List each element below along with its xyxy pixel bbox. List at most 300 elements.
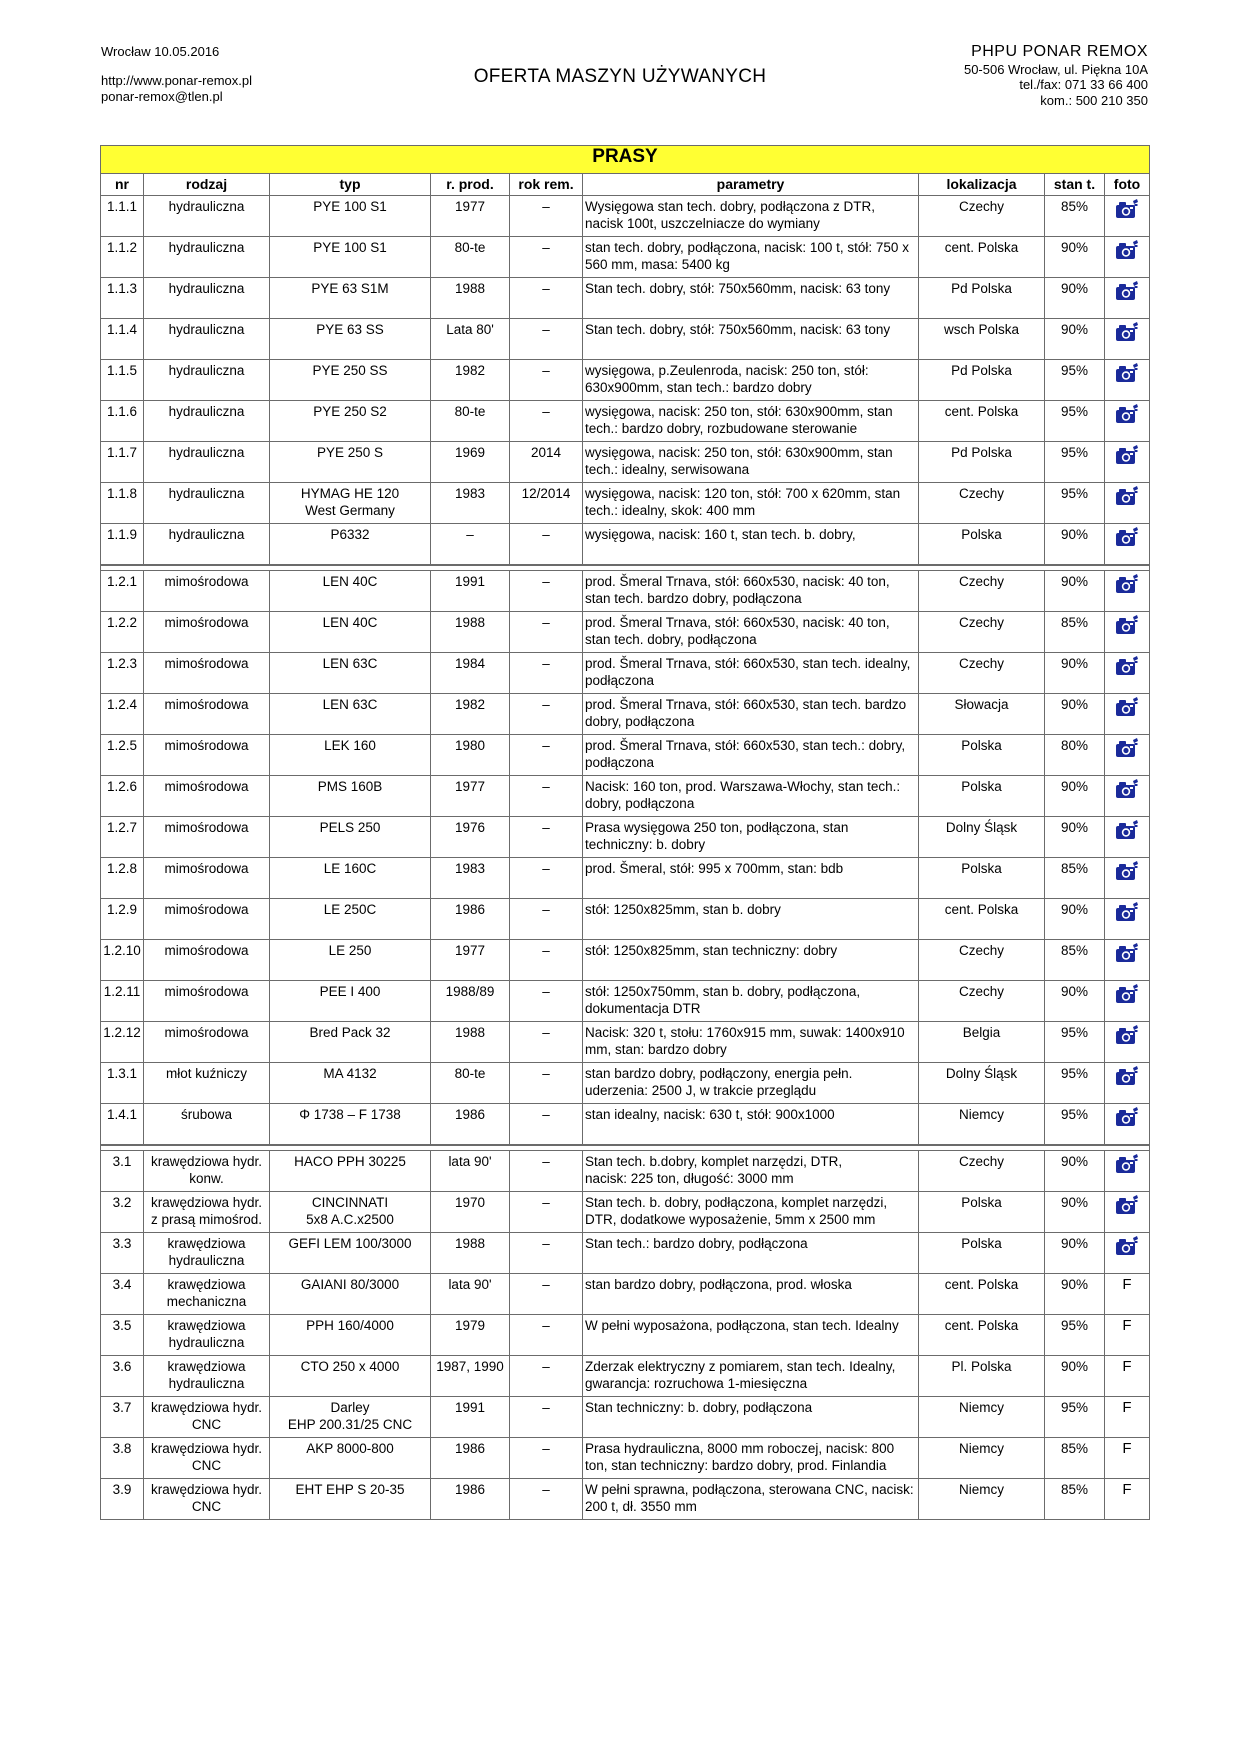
cell-nr: 1.2.9 [101,899,144,940]
cell-rprod: 1988/89 [431,981,510,1022]
cell-rokrem: – [510,817,583,858]
cell-nr: 1.1.6 [101,401,144,442]
cell-lokalizacja: cent. Polska [919,237,1045,278]
cell-rodzaj: mimośrodowa [144,899,270,940]
cell-stan: 95% [1045,1397,1105,1438]
cell-typ: PYE 63 SS [270,319,431,360]
cell-lokalizacja: Polska [919,524,1045,565]
cell-nr: 1.2.7 [101,817,144,858]
cell-rprod: lata 90' [431,1151,510,1192]
table-row [101,817,1150,858]
cell-rprod: 1977 [431,776,510,817]
cell-rokrem: – [510,899,583,940]
camera-icon[interactable] [1115,1197,1139,1212]
cell-rokrem: – [510,1274,583,1315]
cell-rprod: 1988 [431,278,510,319]
cell-nr: 1.1.3 [101,278,144,319]
cell-foto[interactable] [1105,1438,1150,1479]
cell-foto[interactable] [1105,196,1150,237]
company-mobile: kom.: 500 210 350 [1040,92,1148,108]
cell-lokalizacja: Niemcy [919,1397,1045,1438]
cell-nr: 3.7 [101,1397,144,1438]
cell-foto[interactable] [1105,1104,1150,1145]
cell-rokrem: – [510,612,583,653]
camera-icon[interactable] [1115,1068,1139,1083]
cell-foto[interactable] [1105,817,1150,858]
offer-date: Wrocław 10.05.2016 [101,44,220,59]
table-row [101,1151,1150,1192]
cell-stan: 95% [1045,442,1105,483]
cell-rokrem: – [510,1151,583,1192]
cell-lokalizacja: Polska [919,858,1045,899]
cell-rokrem: – [510,1104,583,1145]
cell-rprod: 1977 [431,940,510,981]
cell-rokrem: – [510,940,583,981]
website-link[interactable]: http://www.ponar-remox.pl [101,73,253,88]
cell-stan: 90% [1045,278,1105,319]
cell-foto[interactable] [1105,1233,1150,1274]
table-row [101,776,1150,817]
cell-lokalizacja: cent. Polska [919,1274,1045,1315]
cell-foto[interactable] [1105,653,1150,694]
cell-rodzaj: krawędziowa hydr. CNC [144,1479,270,1520]
cell-parametry: Stan tech. dobry, stół: 750x560mm, nacisk: 63 tony [583,278,919,319]
table-row [101,981,1150,1022]
foto-letter[interactable]: F [1122,1399,1132,1416]
table-row [101,442,1150,483]
cell-rokrem: – [510,694,583,735]
camera-icon[interactable] [1115,986,1139,1001]
cell-parametry: Stan tech.: bardzo dobry, podłączona [583,1233,919,1274]
cell-foto[interactable] [1105,442,1150,483]
cell-rokrem: – [510,1022,583,1063]
cell-rprod: 80-te [431,1063,510,1104]
cell-rokrem: – [510,1479,583,1520]
cell-typ: MA 4132 [270,1063,431,1104]
cell-nr: 1.1.8 [101,483,144,524]
cell-rprod: 1988 [431,612,510,653]
company-address: 50-506 Wrocław, ul. Piękna 10A [963,61,1148,77]
cell-typ: LEN 63C [270,694,431,735]
cell-parametry: Wysięgowa stan tech. dobry, podłączona z DTR, nacisk 100t, uszczelniacze do wymiany [583,196,919,237]
camera-icon[interactable] [1115,201,1139,216]
table-row [101,1315,1150,1356]
camera-icon[interactable] [1115,529,1139,544]
cell-nr: 1.2.10 [101,940,144,981]
cell-rprod: lata 90' [431,1274,510,1315]
cell-typ: LEN 63C [270,653,431,694]
camera-icon[interactable] [1115,1238,1139,1253]
cell-foto[interactable] [1105,735,1150,776]
cell-stan: 90% [1045,1192,1105,1233]
table-row [101,524,1150,565]
cell-stan: 90% [1045,899,1105,940]
cell-rprod: 1976 [431,817,510,858]
cell-foto[interactable] [1105,524,1150,565]
table-row [101,1356,1150,1397]
cell-parametry: stół: 1250x825mm, stan techniczny: dobry [583,940,919,981]
camera-icon[interactable] [1115,324,1139,339]
cell-rodzaj: hydrauliczna [144,278,270,319]
cell-parametry: stół: 1250x750mm, stan b. dobry, podłączona, dokumentacja DTR [583,981,919,1022]
cell-rprod: 1970 [431,1192,510,1233]
cell-lokalizacja: Polska [919,735,1045,776]
cell-foto[interactable] [1105,237,1150,278]
cell-lokalizacja: Czechy [919,653,1045,694]
cell-lokalizacja: wsch Polska [919,319,1045,360]
cell-rprod: 1986 [431,1104,510,1145]
cell-lokalizacja: Belgia [919,1022,1045,1063]
cell-nr: 3.8 [101,1438,144,1479]
cell-typ: Bred Pack 32 [270,1022,431,1063]
cell-rprod: 1986 [431,1438,510,1479]
col-parametry: parametry [583,174,919,196]
cell-typ: CINCINNATI 5x8 A.C.x2500 [270,1192,431,1233]
cell-rokrem: – [510,571,583,612]
cell-foto[interactable] [1105,1063,1150,1104]
cell-stan: 85% [1045,1438,1105,1479]
cell-rokrem: – [510,524,583,565]
cell-typ: P6332 [270,524,431,565]
cell-parametry: Stan techniczny: b. dobry, podłączona [583,1397,919,1438]
cell-typ: HYMAG HE 120 West Germany [270,483,431,524]
cell-nr: 1.2.4 [101,694,144,735]
col-rokrem: rok rem. [510,174,583,196]
cell-nr: 1.1.2 [101,237,144,278]
table-row [101,483,1150,524]
col-stan: stan t. [1045,174,1105,196]
cell-stan: 90% [1045,1233,1105,1274]
cell-stan: 90% [1045,319,1105,360]
cell-foto[interactable] [1105,319,1150,360]
cell-foto[interactable] [1105,612,1150,653]
cell-rodzaj: krawędziowa mechaniczna [144,1274,270,1315]
cell-foto[interactable] [1105,1151,1150,1192]
cell-lokalizacja: cent. Polska [919,899,1045,940]
cell-foto[interactable] [1105,1397,1150,1438]
cell-typ: PYE 250 S2 [270,401,431,442]
cell-nr: 1.1.4 [101,319,144,360]
cell-foto[interactable] [1105,940,1150,981]
cell-foto[interactable] [1105,1315,1150,1356]
cell-lokalizacja: Polska [919,1192,1045,1233]
cell-lokalizacja: Niemcy [919,1104,1045,1145]
cell-stan: 90% [1045,237,1105,278]
cell-parametry: Stan tech. dobry, stół: 750x560mm, nacisk: 63 tony [583,319,919,360]
cell-typ: CTO 250 x 4000 [270,1356,431,1397]
cell-stan: 85% [1045,858,1105,899]
cell-rprod: 1991 [431,571,510,612]
cell-lokalizacja: cent. Polska [919,401,1045,442]
cell-rodzaj: hydrauliczna [144,319,270,360]
cell-stan: 90% [1045,1274,1105,1315]
camera-icon[interactable] [1115,699,1139,714]
camera-icon[interactable] [1115,781,1139,796]
cell-rprod: 1983 [431,858,510,899]
cell-stan: 90% [1045,1356,1105,1397]
cell-typ: LE 250 [270,940,431,981]
cell-parametry: Zderzak elektryczny z pomiarem, stan tech. Idealny, gwarancja: rozruchowa 1-miesięczna [583,1356,919,1397]
cell-lokalizacja: Czechy [919,940,1045,981]
cell-rodzaj: śrubowa [144,1104,270,1145]
camera-icon[interactable] [1115,740,1139,755]
cell-rodzaj: krawędziowa hydr. z prasą mimośrod. [144,1192,270,1233]
cell-lokalizacja: Czechy [919,612,1045,653]
cell-typ: LEN 40C [270,612,431,653]
cell-typ: PPH 160/4000 [270,1315,431,1356]
cell-nr: 3.5 [101,1315,144,1356]
table-row [101,940,1150,981]
cell-parametry: stan tech. dobry, podłączona, nacisk: 100 t, stół: 750 x 560 mm, masa: 5400 kg [583,237,919,278]
camera-icon[interactable] [1115,658,1139,673]
cell-rokrem: – [510,319,583,360]
cell-rodzaj: krawędziowa hydr. CNC [144,1438,270,1479]
foto-letter[interactable]: F [1122,1440,1132,1457]
cell-nr: 3.6 [101,1356,144,1397]
cell-stan: 90% [1045,817,1105,858]
table-row [101,278,1150,319]
cell-foto[interactable] [1105,401,1150,442]
camera-icon[interactable] [1115,488,1139,503]
cell-rokrem: – [510,1192,583,1233]
camera-icon[interactable] [1115,945,1139,960]
cell-typ: GEFI LEM 100/3000 [270,1233,431,1274]
cell-typ: PELS 250 [270,817,431,858]
table-row [101,237,1150,278]
cell-foto[interactable] [1105,1192,1150,1233]
table-row [101,1063,1150,1104]
foto-letter[interactable]: F [1122,1358,1132,1375]
cell-rprod: 1980 [431,735,510,776]
cell-stan: 90% [1045,981,1105,1022]
cell-nr: 1.1.5 [101,360,144,401]
cell-typ: HACO PPH 30225 [270,1151,431,1192]
cell-foto[interactable] [1105,571,1150,612]
cell-stan: 95% [1045,360,1105,401]
table-row [101,735,1150,776]
cell-foto[interactable] [1105,278,1150,319]
cell-lokalizacja: Pl. Polska [919,1356,1045,1397]
table-row [101,360,1150,401]
header-right [964,44,1148,108]
cell-lokalizacja: Czechy [919,981,1045,1022]
cell-rprod: 80-te [431,237,510,278]
cell-rokrem: – [510,196,583,237]
cell-stan: 85% [1045,196,1105,237]
cell-parametry: prod. Šmeral Trnava, stół: 660x530, stan tech.: dobry, podłączona [583,735,919,776]
cell-nr: 3.9 [101,1479,144,1520]
camera-icon[interactable] [1115,617,1139,632]
cell-rodzaj: hydrauliczna [144,237,270,278]
cell-rodzaj: hydrauliczna [144,483,270,524]
table-row [101,1397,1150,1438]
table-row [101,858,1150,899]
cell-rokrem: – [510,1356,583,1397]
cell-rprod: 1988 [431,1233,510,1274]
table-row [101,401,1150,442]
cell-nr: 3.3 [101,1233,144,1274]
cell-typ: LE 250C [270,899,431,940]
table-row [101,1022,1150,1063]
offer-table [100,145,1150,1520]
cell-foto[interactable] [1105,483,1150,524]
table-row [101,319,1150,360]
cell-nr: 1.2.1 [101,571,144,612]
cell-foto[interactable] [1105,1022,1150,1063]
cell-foto[interactable] [1105,899,1150,940]
table-row [101,612,1150,653]
cell-rprod: 1988 [431,1022,510,1063]
cell-rprod: 1986 [431,1479,510,1520]
cell-rodzaj: krawędziowa hydr. konw. [144,1151,270,1192]
cell-rodzaj: mimośrodowa [144,735,270,776]
cell-parametry: stan idealny, nacisk: 630 t, stół: 900x1000 [583,1104,919,1145]
cell-stan: 90% [1045,653,1105,694]
cell-foto[interactable] [1105,776,1150,817]
camera-icon[interactable] [1115,406,1139,421]
cell-typ: LEN 40C [270,571,431,612]
camera-icon[interactable] [1115,822,1139,837]
cell-nr: 1.1.9 [101,524,144,565]
cell-foto[interactable] [1105,1479,1150,1520]
cell-rprod: – [431,524,510,565]
cell-rokrem: – [510,360,583,401]
cell-typ: GAIANI 80/3000 [270,1274,431,1315]
col-foto: foto [1105,174,1150,196]
cell-parametry: W pełni sprawna, podłączona, sterowana CNC, nacisk: 200 t, dł. 3550 mm [583,1479,919,1520]
camera-icon[interactable] [1115,242,1139,257]
cell-rprod: 1987, 1990 [431,1356,510,1397]
cell-lokalizacja: Czechy [919,483,1045,524]
cell-rodzaj: mimośrodowa [144,817,270,858]
cell-parametry: Nacisk: 160 ton, prod. Warszawa-Włochy, stan tech.: dobry, podłączona [583,776,919,817]
cell-parametry: stół: 1250x825mm, stan b. dobry [583,899,919,940]
cell-typ: LE 160C [270,858,431,899]
cell-nr: 1.2.8 [101,858,144,899]
cell-foto[interactable] [1105,694,1150,735]
cell-rodzaj: mimośrodowa [144,940,270,981]
cell-typ: PYE 250 S [270,442,431,483]
cell-rodzaj: hydrauliczna [144,196,270,237]
cell-foto[interactable] [1105,858,1150,899]
company-name: PHPU PONAR REMOX [971,43,1148,60]
cell-typ: PYE 100 S1 [270,196,431,237]
cell-stan: 80% [1045,735,1105,776]
foto-letter[interactable]: F [1122,1317,1132,1334]
cell-stan: 95% [1045,1315,1105,1356]
cell-lokalizacja: Pd Polska [919,278,1045,319]
cell-parametry: prod. Šmeral Trnava, stół: 660x530, stan tech. bardzo dobry, podłączona [583,694,919,735]
cell-lokalizacja: Polska [919,776,1045,817]
cell-parametry: stan bardzo dobry, podłączona, prod. włoska [583,1274,919,1315]
cell-parametry: prod. Šmeral Trnava, stół: 660x530, nacisk: 40 ton, stan tech. dobry, podłączona [583,612,919,653]
cell-parametry: Stan tech. b. dobry, podłączona, komplet narzędzi, DTR, dodatkowe wyposażenie, 5mm x 2500 mm [583,1192,919,1233]
table-row [101,1233,1150,1274]
cell-stan: 90% [1045,571,1105,612]
cell-stan: 95% [1045,1063,1105,1104]
cell-stan: 95% [1045,1104,1105,1145]
cell-stan: 85% [1045,1479,1105,1520]
column-header-row [101,174,1150,196]
cell-lokalizacja: Słowacja [919,694,1045,735]
cell-foto[interactable] [1105,1356,1150,1397]
cell-lokalizacja: Czechy [919,571,1045,612]
camera-icon[interactable] [1115,863,1139,878]
cell-parametry: Prasa wysięgowa 250 ton, podłączona, stan techniczny: b. dobry [583,817,919,858]
cell-foto[interactable] [1105,360,1150,401]
cell-rodzaj: krawędziowa hydrauliczna [144,1315,270,1356]
table-row [101,1438,1150,1479]
cell-parametry: wysięgowa, nacisk: 250 ton, stół: 630x900mm, stan tech.: idealny, serwisowana [583,442,919,483]
cell-nr: 1.2.12 [101,1022,144,1063]
camera-icon[interactable] [1115,365,1139,380]
cell-stan: 85% [1045,940,1105,981]
cell-rokrem: 12/2014 [510,483,583,524]
cell-foto[interactable] [1105,981,1150,1022]
cell-rokrem: – [510,237,583,278]
cell-typ: PYE 250 SS [270,360,431,401]
cell-stan: 90% [1045,776,1105,817]
cell-parametry: stan bardzo dobry, podłączony, energia pełn. uderzenia: 2500 J, w trakcie przeglądu [583,1063,919,1104]
cell-rokrem: – [510,776,583,817]
camera-icon[interactable] [1115,447,1139,462]
cell-parametry: wysięgowa, nacisk: 250 ton, stół: 630x900mm, stan tech.: bardzo dobry, rozbudowane sterowanie [583,401,919,442]
camera-icon[interactable] [1115,1027,1139,1042]
cell-rodzaj: hydrauliczna [144,360,270,401]
document-title: OFERTA MASZYN UŻYWANYCH [473,66,767,87]
cell-lokalizacja: Czechy [919,196,1045,237]
camera-icon[interactable] [1115,283,1139,298]
cell-parametry: prod. Šmeral Trnava, stół: 660x530, stan tech. idealny, podłączona [583,653,919,694]
cell-rokrem: – [510,981,583,1022]
foto-letter[interactable]: F [1122,1276,1132,1293]
cell-lokalizacja: Pd Polska [919,360,1045,401]
cell-rprod: 1983 [431,483,510,524]
table-row [101,1192,1150,1233]
foto-letter[interactable]: F [1122,1481,1132,1498]
cell-stan: 90% [1045,1151,1105,1192]
cell-lokalizacja: Niemcy [919,1438,1045,1479]
cell-rodzaj: mimośrodowa [144,1022,270,1063]
table-row [101,653,1150,694]
cell-nr: 1.1.7 [101,442,144,483]
cell-lokalizacja: cent. Polska [919,1315,1045,1356]
section-title: PRASY [101,146,1150,174]
cell-rokrem: – [510,278,583,319]
cell-nr: 1.4.1 [101,1104,144,1145]
cell-rokrem: – [510,1397,583,1438]
camera-icon[interactable] [1115,576,1139,591]
cell-rodzaj: mimośrodowa [144,571,270,612]
table-row [101,571,1150,612]
cell-typ: PMS 160B [270,776,431,817]
cell-nr: 1.2.5 [101,735,144,776]
cell-typ: Darley EHP 200.31/25 CNC [270,1397,431,1438]
cell-rprod: 1977 [431,196,510,237]
camera-icon[interactable] [1115,1109,1139,1124]
camera-icon[interactable] [1115,904,1139,919]
camera-icon[interactable] [1115,1156,1139,1171]
cell-rokrem: – [510,1438,583,1479]
cell-rokrem: – [510,858,583,899]
cell-rokrem: – [510,1233,583,1274]
cell-rodzaj: krawędziowa hydrauliczna [144,1356,270,1397]
cell-foto[interactable] [1105,1274,1150,1315]
cell-rprod: 1984 [431,653,510,694]
table-row [101,694,1150,735]
cell-parametry: wysięgowa, nacisk: 120 ton, stół: 700 x 620mm, stan tech.: idealny, skok: 400 mm [583,483,919,524]
email-link[interactable]: ponar-remox@tlen.pl [101,89,223,104]
